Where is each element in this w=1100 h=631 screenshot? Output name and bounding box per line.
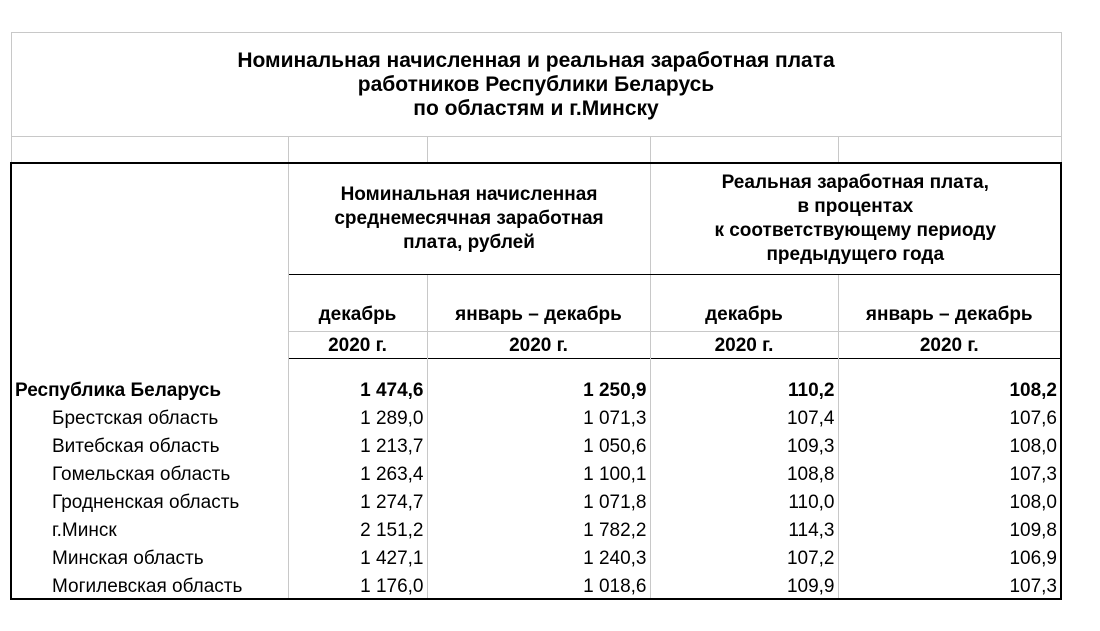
real-year: 108,2 bbox=[838, 375, 1061, 403]
table-row[interactable] bbox=[11, 459, 1091, 487]
nominal-december: 1 474,6 bbox=[288, 375, 427, 403]
table-row[interactable] bbox=[11, 403, 1091, 431]
empty-cell[interactable] bbox=[11, 359, 288, 375]
real-december: 108,8 bbox=[650, 459, 838, 487]
real-december: 109,3 bbox=[650, 431, 838, 459]
col-header-nominal-year bbox=[427, 275, 650, 359]
real-december: 110,0 bbox=[650, 487, 838, 515]
empty-cell bbox=[1061, 459, 1091, 487]
empty-cell[interactable] bbox=[288, 137, 427, 163]
nominal-december: 1 289,0 bbox=[288, 403, 427, 431]
region-name: Минская область bbox=[11, 543, 288, 571]
real-year: 108,0 bbox=[838, 431, 1061, 459]
nominal-december: 1 213,7 bbox=[288, 431, 427, 459]
data-rows bbox=[10, 358, 1092, 600]
empty-cell bbox=[1061, 515, 1091, 543]
col-header-nominal-december bbox=[288, 275, 427, 359]
nominal-header-line-3: плата, рублей bbox=[403, 231, 535, 253]
empty-cell bbox=[1061, 487, 1091, 515]
table-row[interactable] bbox=[11, 543, 1091, 571]
empty-cell[interactable] bbox=[427, 137, 650, 163]
empty-cell bbox=[1061, 543, 1091, 571]
table-row[interactable] bbox=[11, 431, 1091, 459]
title-line-1: Номинальная начисленная и реальная заработная плата bbox=[237, 48, 835, 72]
empty-cell[interactable] bbox=[838, 359, 1061, 375]
real-december: 107,4 bbox=[650, 403, 838, 431]
table-row[interactable] bbox=[11, 487, 1091, 515]
real-header-line-2: в процентах bbox=[797, 195, 914, 217]
empty-cell bbox=[1061, 403, 1091, 431]
col-header-year: 2020 г. bbox=[839, 331, 1061, 358]
nominal-year: 1 018,6 bbox=[427, 571, 650, 599]
table-title bbox=[11, 33, 1061, 137]
empty-cell[interactable] bbox=[650, 137, 838, 163]
real-year: 107,3 bbox=[838, 459, 1061, 487]
nominal-year: 1 100,1 bbox=[427, 459, 650, 487]
nominal-december: 1 427,1 bbox=[288, 543, 427, 571]
nominal-header-line-2: среднемесячная заработная bbox=[334, 207, 604, 229]
nominal-december: 2 151,2 bbox=[288, 515, 427, 543]
real-december: 114,3 bbox=[650, 515, 838, 543]
title-line-3: по областям и г.Минску bbox=[413, 96, 659, 120]
nominal-december: 1 176,0 bbox=[288, 571, 427, 599]
region-name: г.Минск bbox=[11, 515, 288, 543]
real-december: 109,9 bbox=[650, 571, 838, 599]
empty-cell[interactable] bbox=[650, 359, 838, 375]
table-row[interactable] bbox=[11, 515, 1091, 543]
empty-cell bbox=[1061, 431, 1091, 459]
real-year: 107,3 bbox=[838, 571, 1061, 599]
col-header-period: январь – декабрь bbox=[865, 304, 1033, 325]
region-name: Гродненская область bbox=[11, 487, 288, 515]
table-row[interactable] bbox=[11, 375, 1091, 403]
empty-cell[interactable] bbox=[1061, 163, 1091, 275]
col-header-year: 2020 г. bbox=[428, 331, 650, 358]
col-header-real-december bbox=[650, 275, 838, 359]
region-name: Гомельская область bbox=[11, 459, 288, 487]
real-year: 106,9 bbox=[838, 543, 1061, 571]
nominal-year: 1 240,3 bbox=[427, 543, 650, 571]
empty-cell[interactable] bbox=[1061, 33, 1091, 137]
table-row[interactable] bbox=[11, 571, 1091, 599]
region-header-cell[interactable] bbox=[11, 163, 288, 359]
col-header-period: декабрь bbox=[705, 304, 783, 325]
nominal-header-line-1: Номинальная начисленная bbox=[340, 183, 598, 205]
col-header-period: декабрь bbox=[318, 304, 397, 325]
nominal-december: 1 263,4 bbox=[288, 459, 427, 487]
empty-cell[interactable] bbox=[838, 137, 1061, 163]
real-header-line-1: Реальная заработная плата, bbox=[721, 171, 989, 193]
col-header-period: январь – декабрь bbox=[455, 304, 622, 325]
empty-cell bbox=[1061, 375, 1091, 403]
empty-cell bbox=[1061, 571, 1091, 599]
real-header bbox=[650, 163, 1061, 275]
nominal-year: 1 071,3 bbox=[427, 403, 650, 431]
nominal-december: 1 274,7 bbox=[288, 487, 427, 515]
empty-cell[interactable] bbox=[1061, 275, 1091, 359]
real-year: 107,6 bbox=[838, 403, 1061, 431]
empty-cell bbox=[1061, 359, 1091, 375]
region-name: Витебская область bbox=[11, 431, 288, 459]
title-line-2: работников Республики Беларусь bbox=[357, 72, 715, 96]
real-header-line-4: предыдущего года bbox=[766, 243, 945, 265]
col-header-year: 2020 г. bbox=[651, 331, 838, 358]
real-header-line-3: к соответствующему периоду bbox=[714, 219, 997, 241]
region-name: Могилевская область bbox=[11, 571, 288, 599]
nominal-year: 1 071,8 bbox=[427, 487, 650, 515]
col-header-real-year bbox=[838, 275, 1061, 359]
empty-cell[interactable] bbox=[288, 359, 427, 375]
nominal-header bbox=[288, 163, 650, 275]
nominal-year: 1 250,9 bbox=[427, 375, 650, 403]
real-december: 110,2 bbox=[650, 375, 838, 403]
real-december: 107,2 bbox=[650, 543, 838, 571]
col-header-year: 2020 г. bbox=[289, 331, 427, 358]
region-name: Республика Беларусь bbox=[11, 375, 288, 403]
empty-cell[interactable] bbox=[427, 359, 650, 375]
nominal-year: 1 782,2 bbox=[427, 515, 650, 543]
real-year: 109,8 bbox=[838, 515, 1061, 543]
salary-table bbox=[10, 32, 1091, 359]
empty-cell[interactable] bbox=[11, 137, 288, 163]
nominal-year: 1 050,6 bbox=[427, 431, 650, 459]
empty-cell[interactable] bbox=[1061, 137, 1091, 163]
real-year: 108,0 bbox=[838, 487, 1061, 515]
region-name: Брестская область bbox=[11, 403, 288, 431]
